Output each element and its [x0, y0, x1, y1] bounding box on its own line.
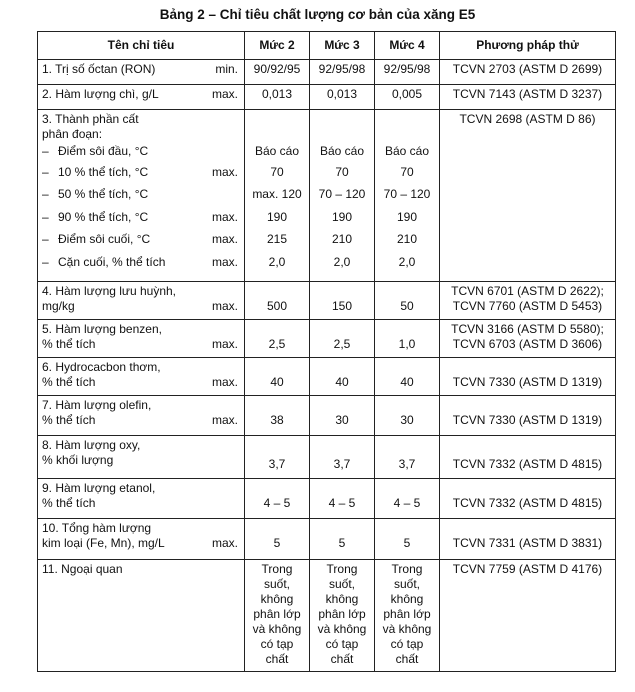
cell-method: TCVN 7330 (ASTM D 1319)	[440, 396, 616, 436]
sub-item: – Cặn cuối, % thể tích max.	[42, 254, 238, 269]
cell-method: TCVN 2703 (ASTM D 2699)	[440, 60, 616, 85]
cell-level-3: Trong suốt, không phân lớp và không có tạp chất	[310, 560, 375, 672]
cell-level-3: 92/95/98	[310, 60, 375, 85]
cell-level-4: 0,005	[375, 85, 440, 110]
cell-level-4: 92/95/98	[375, 60, 440, 85]
row-name: 5. Hàm lượng benzen, % thể tích max.	[38, 320, 245, 358]
cell-level-3: 5	[310, 519, 375, 560]
cell-level-4: 30	[375, 396, 440, 436]
cell-method: TCVN 7331 (ASTM D 3831)	[440, 519, 616, 560]
row-name: 7. Hàm lượng olefin, % thể tích max.	[38, 396, 245, 436]
table-row	[38, 519, 616, 560]
row-name: 8. Hàm lượng oxy, % khối lượng	[38, 436, 245, 479]
cell-level-4: Báo cáo 70 70 – 120 190 210 2,0	[375, 110, 440, 282]
table-row	[38, 479, 616, 519]
row-name: 9. Hàm lượng etanol, % thể tích	[38, 479, 245, 519]
table-row	[38, 396, 616, 436]
cell-level-3: 150	[310, 282, 375, 320]
cell-level-3: 0,013	[310, 85, 375, 110]
row-name: 2. Hàm lượng chì, g/L max.	[38, 85, 245, 110]
table-row	[38, 358, 616, 396]
table-row	[38, 60, 616, 85]
cell-level-4: 1,0	[375, 320, 440, 358]
cell-level-2: 0,013	[245, 85, 310, 110]
cell-level-4: 50	[375, 282, 440, 320]
sub-item: – Điểm sôi đầu, °C	[42, 144, 149, 158]
cell-method: TCVN 7332 (ASTM D 4815)	[440, 479, 616, 519]
header-level-4: Mức 4	[375, 32, 440, 60]
cell-level-2: Báo cáo 70 max. 120 190 215 2,0	[245, 110, 310, 282]
sub-item: – 10 % thể tích, °C max.	[42, 164, 238, 179]
cell-level-2: 38	[245, 396, 310, 436]
table-row	[38, 320, 616, 358]
cell-level-2: Trong suốt, không phân lớp và không có tạp chất	[245, 560, 310, 672]
header-row	[38, 32, 616, 60]
table-title: Bảng 2 – Chỉ tiêu chất lượng cơ bản của xăng E5	[159, 7, 476, 22]
cell-method: TCVN 7143 (ASTM D 3237)	[440, 85, 616, 110]
table-row	[38, 110, 616, 282]
cell-level-3: 40	[310, 358, 375, 396]
cell-level-2: 90/92/95	[245, 60, 310, 85]
header-level-3: Mức 3	[310, 32, 375, 60]
header-name: Tên chỉ tiêu	[38, 32, 245, 60]
cell-method: TCVN 6701 (ASTM D 2622); TCVN 7760 (ASTM D 5453)	[440, 282, 616, 320]
cell-method: TCVN 7759 (ASTM D 4176)	[440, 560, 616, 672]
cell-level-4: 5	[375, 519, 440, 560]
cell-level-3: 4 – 5	[310, 479, 375, 519]
sub-item: – 50 % thể tích, °C	[42, 187, 149, 202]
cell-method: TCVN 7330 (ASTM D 1319)	[440, 358, 616, 396]
header-method: Phương pháp thử	[440, 32, 616, 60]
cell-level-4: 4 – 5	[375, 479, 440, 519]
row-name: 4. Hàm lượng lưu huỳnh, mg/kg max.	[38, 282, 245, 320]
table-row	[38, 282, 616, 320]
cell-level-3: 3,7	[310, 436, 375, 479]
table-row	[38, 436, 616, 479]
cell-level-4: 40	[375, 358, 440, 396]
cell-level-3: 2,5	[310, 320, 375, 358]
cell-level-2: 4 – 5	[245, 479, 310, 519]
row-name: 11. Ngoại quan	[38, 560, 245, 672]
cell-level-2: 3,7	[245, 436, 310, 479]
table-row	[38, 560, 616, 672]
header-level-2: Mức 2	[245, 32, 310, 60]
sub-item: – 90 % thể tích, °C max.	[42, 209, 238, 224]
cell-method: TCVN 7332 (ASTM D 4815)	[440, 436, 616, 479]
row-name: 1. Trị số ốctan (RON) min.	[38, 60, 245, 85]
sub-item: – Điểm sôi cuối, °C max.	[42, 232, 238, 247]
cell-level-2: 5	[245, 519, 310, 560]
cell-level-2: 2,5	[245, 320, 310, 358]
row-name: 10. Tổng hàm lượng kim loại (Fe, Mn), mg/L max.	[38, 519, 245, 560]
cell-level-2: 500	[245, 282, 310, 320]
cell-method: TCVN 2698 (ASTM D 86)	[440, 110, 616, 282]
cell-level-4: Trong suốt, không phân lớp và không có tạp chất	[375, 560, 440, 672]
cell-level-3: 30	[310, 396, 375, 436]
cell-level-4: 3,7	[375, 436, 440, 479]
row-name: 6. Hydrocacbon thơm, % thể tích max.	[38, 358, 245, 396]
cell-method: TCVN 3166 (ASTM D 5580); TCVN 6703 (ASTM D 3606)	[440, 320, 616, 358]
table-row	[38, 85, 616, 110]
cell-level-3: Báo cáo 70 70 – 120 190 210 2,0	[310, 110, 375, 282]
cell-level-2: 40	[245, 358, 310, 396]
spec-table	[37, 31, 616, 672]
row-name: 3. Thành phần cất phân đoạn: – Điểm sôi đầu, °C – 10 % thể tích, °C max. – 50 % thể tích, °C – 90 % thể tích, °C max. – Điểm sôi cuối, °C max. – Cặn cuối, % thể tích max.	[38, 110, 245, 282]
